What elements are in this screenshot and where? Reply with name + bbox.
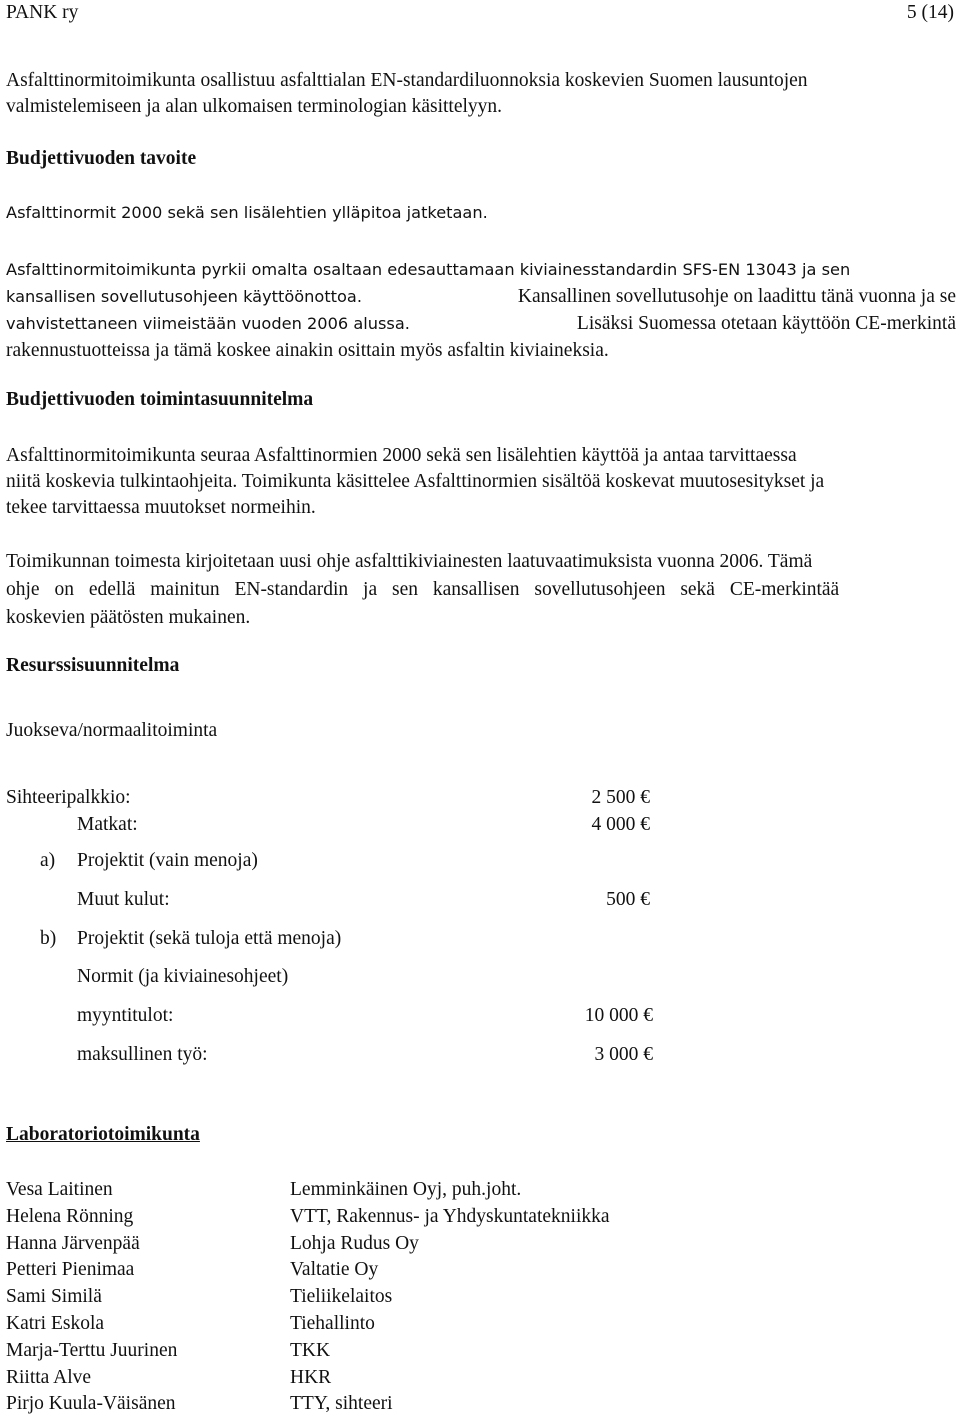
secretary-value: 2 500 € <box>591 787 650 808</box>
member-name: Sami Similä <box>6 1286 102 1308</box>
plan-p2-line-1: Toimikunnan toimesta kirjoitetaan uusi ohje asfalttikiviainesten laatuvaatimuksista vuonna 2006. Tämä <box>6 551 813 572</box>
lab-members-list <box>6 1177 946 1418</box>
lab-member-row <box>6 1311 946 1338</box>
member-org: Lemminkäinen Oyj, puh.joht. <box>290 1179 522 1200</box>
paid-work-label: maksullinen työ: <box>77 1044 208 1065</box>
goal-p2-line-2 <box>6 283 956 310</box>
plan-heading: Budjettivuoden toimintasuunnitelma <box>6 389 314 410</box>
lab-member-row <box>6 1257 946 1284</box>
sales-label: myyntitulot: <box>77 1005 174 1026</box>
goal-paragraph-1: Asfalttinormit 2000 sekä sen lisälehtien ylläpitoa jatketaan. <box>6 203 488 222</box>
goal-p2-line-1: Asfalttinormitoimikunta pyrkii omalta osaltaan edesauttamaan kiviainesstandardin SFS-EN 13043 ja sen <box>6 260 851 279</box>
item-a-label: Projektit (vain menoja) <box>77 850 258 871</box>
goal-p2-line-2-sans: kansallisen sovellutusohjeen käyttöönottoa. <box>6 287 362 306</box>
member-org: Lohja Rudus Oy <box>290 1232 419 1254</box>
member-name: Marja-Terttu Juurinen <box>6 1339 178 1361</box>
goal-heading: Budjettivuoden tavoite <box>6 148 197 169</box>
lab-heading: Laboratoriotoimikunta <box>6 1124 200 1145</box>
goal-p2-line-4: rakennustuotteissa ja tämä koskee ainakin osittain myös asfaltin kiviaineksia. <box>6 340 609 361</box>
member-org: Tieliikelaitos <box>290 1286 393 1308</box>
member-org: TKK <box>290 1339 331 1361</box>
goal-p2-line-3-serif: Lisäksi Suomessa otetaan käyttöön CE-merkintä <box>576 313 956 334</box>
item-b-label: Projektit (sekä tuloja että menoja) <box>77 928 342 949</box>
lab-member-row <box>6 1365 946 1392</box>
goal-paragraph-2 <box>6 256 956 364</box>
resources-heading: Resurssisuunnitelma <box>6 655 180 676</box>
travel-label: Matkat: <box>77 814 138 835</box>
plan-p2-line-2: ohje on edellä mainitun EN-standardin ja sen kansallisen sovellutusohjeen sekä CE-merkintää <box>6 579 840 600</box>
intro-line-2: valmistelemiseen ja alan ulkomaisen terminologian käsittelyyn. <box>6 96 503 117</box>
lab-member-row <box>6 1284 946 1311</box>
other-costs-label: Muut kulut: <box>77 889 170 910</box>
other-costs-value: 500 € <box>606 889 650 910</box>
paid-work-value: 3 000 € <box>594 1044 653 1065</box>
lab-member-row <box>6 1391 946 1418</box>
member-name: Vesa Laitinen <box>6 1179 113 1200</box>
goal-p2-line-3 <box>6 310 956 337</box>
lab-member-row <box>6 1338 946 1365</box>
member-org: Tiehallinto <box>290 1312 375 1334</box>
member-name: Helena Rönning <box>6 1205 134 1227</box>
page-number: 5 (14) <box>906 2 954 23</box>
member-org: VTT, Rakennus- ja Yhdyskuntatekniikka <box>290 1205 610 1227</box>
member-name: Riitta Alve <box>6 1366 92 1388</box>
lab-member-row <box>6 1177 946 1204</box>
member-name: Hanna Järvenpää <box>6 1232 140 1254</box>
plan-paragraph-1 <box>6 443 956 521</box>
member-org: HKR <box>290 1366 332 1388</box>
goal-p2-line-3-sans: vahvistettaneen viimeistään vuoden 2006 alussa. <box>6 314 410 333</box>
member-org: TTY, sihteeri <box>290 1393 393 1415</box>
lab-member-row <box>6 1231 946 1258</box>
plan-p2-line-3: koskevien päätösten mukainen. <box>6 607 251 628</box>
header-org: PANK ry <box>6 2 79 23</box>
plan-p1-line-1: Asfalttinormitoimikunta seuraa Asfalttinormien 2000 sekä sen lisälehtien käyttöä ja antaa tarvittaessa <box>6 445 797 466</box>
sales-value: 10 000 € <box>584 1005 653 1026</box>
member-name: Petteri Pienimaa <box>6 1259 135 1281</box>
norms-label: Normit (ja kiviainesohjeet) <box>77 966 289 987</box>
member-org: Valtatie Oy <box>290 1259 379 1281</box>
item-a-marker: a) <box>40 850 56 871</box>
plan-p1-line-2: niitä koskevia tulkintaohjeita. Toimikunta käsittelee Asfalttinormien sisältöä koskevat muutosesitykset ja <box>6 471 825 492</box>
travel-value: 4 000 € <box>591 814 650 835</box>
intro-line-1: Asfalttinormitoimikunta osallistuu asfalttialan EN-standardiluonnoksia koskevien Suomen lausuntojen <box>6 70 808 91</box>
plan-paragraph-2 <box>6 548 956 632</box>
goal-p2-line-2-serif: Kansallinen sovellutusohje on laadittu tänä vuonna ja se <box>517 286 956 307</box>
plan-p1-line-3: tekee tarvittaessa muutokset normeihin. <box>6 497 316 518</box>
item-b-marker: b) <box>40 928 57 949</box>
member-name: Katri Eskola <box>6 1312 105 1334</box>
intro-paragraph <box>6 68 956 120</box>
member-name: Pirjo Kuula-Väisänen <box>6 1393 176 1415</box>
secretary-label: Sihteeripalkkio: <box>6 787 131 808</box>
lab-member-row <box>6 1204 946 1231</box>
resources-subheading: Juokseva/normaalitoiminta <box>6 720 218 741</box>
